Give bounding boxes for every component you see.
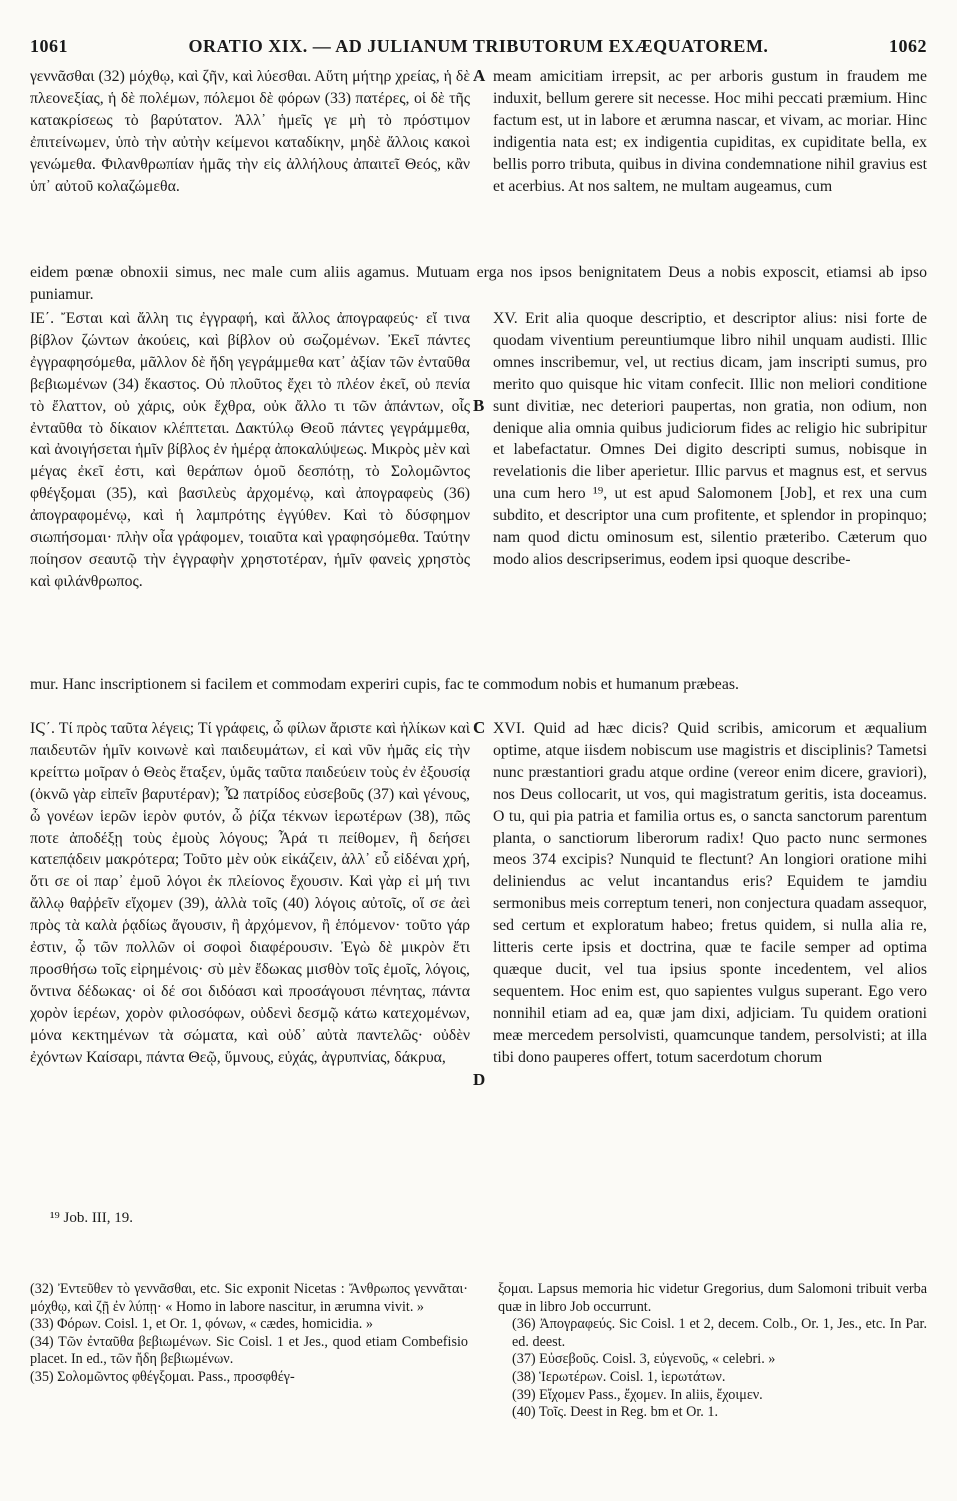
- latin-continuation: mur. Hanc inscriptionem si facilem et commodam experiri cupis, fac te commodum nobis et humanum præbeas.: [30, 676, 739, 693]
- notes-right-column: [498, 1281, 927, 1422]
- greek-column: ΙΕ΄. Ἔσται καὶ ἄλλη τις ἐγγραφή, καὶ ἄλλος ἀπογραφεύς· εἴ τινα βίβλον ζώντων ἀκούεις, καὶ βίβλον οὐ σωζομένων. Ἐκεῖ πάντες ἐγγραφησόμεθα, μᾶλλον δὲ ἤδη γεγράμμεθα κατ᾽ ἀξίαν τῶν ἐνταῦθα βεβιωμένων (34) ἕκαστος. Οὐ πλοῦτος ἔχει τὸ πλέον ἐκεῖ, οὐ πενία τὸ ἔλαττον, οὐ χάρις, οὐκ ἔχθρα, οὐκ ἄλλο τι τῶν ἁπάντων, οἷς ἐνταῦθα τὸ δίκαιον κλέπτεται. Δακτύλῳ Θεοῦ πάντες γεγράμμεθα, καὶ ἀνοιγήσεται ἡμῖν βίβλος ἐν ἡμέρᾳ ἀποκαλύψεως. Μικρὸς μὲν καὶ μέγας ἐκεῖ ἐστι, καὶ θεράπων ὁμοῦ δεσπότῃ, τὸ Σολομῶντος φθέγξομαι (35), καὶ βασιλεὺς ἀρχομένῳ, καὶ ἀπογραφεὺς (36) ἀπογραφομένῳ, καὶ ἡ λαμπρότης ἐγγύθεν. Καὶ τὸ δύσφημον σιωπήσομαι· πλὴν οἷα γράφομεν, τοιαῦτα καὶ γραφησόμεθα. Ταύτην ποίησον σεαυτῷ τὴν ἐγγραφὴν χρηστοτέραν, ἡμῖν φανεὶς χρηστὸς καὶ φιλάνθρωπος.: [30, 310, 470, 590]
- margin-marker-c: C: [473, 718, 486, 737]
- greek-column: γεννᾶσθαι (32) μόχθῳ, καὶ ζῆν, καὶ λύεσθαι. Αὕτη μήτηρ χρείας, ἡ δὲ πλεονεξίας, ἡ δὲ πολέμων, πόλεμοι δὲ φόρων (33) πατέρες, οἱ δὲ τῆς κατακρίσεως τὸ βαρύτατον. Ἀλλ᾽ ἡμεῖς γε μὴ τὸ πρόστιμον ἐπιτείνωμεν, ὑπὸ τὴν αὐτὴν κείμενοι καταδίκην, μηδὲ ἄλλοις κακοὶ γενώμεθα. Φιλανθρωπίαν ἡμᾶς τὴν εἰς ἀλλήλους ἀπαιτεῖ Θεός, κἂν ὑπ᾽ αὐτοῦ κολαζώμεθα.: [30, 68, 470, 195]
- note: (39) Εἴχομεν Pass., ἔχομεν. In aliis, ἔχοιμεν.: [512, 1386, 763, 1403]
- note: (36) Ἀπογραφεύς. Sic Coisl. 1 et 2, decem. Colb., Or. 1, Jes., etc. In Par. ed. deest.: [512, 1316, 927, 1350]
- page-number-right: 1062: [889, 36, 927, 56]
- running-title: ORATIO XIX. — AD JULIANUM TRIBUTORUM EXÆQUATOREM.: [188, 36, 769, 56]
- note: (38) Ἱερωτέρων. Coisl. 1, ἱερωτάτων.: [512, 1368, 726, 1385]
- latin-column: meam amicitiam irrepsit, ac per arboris gustum in fraudem me induxit, bellum gerere sit necesse. Hoc mihi peccati præmium. Hinc factum est, ut in labore et ærumna nascar, et vivam, ac moriar. Hinc indigentia nata est; ex indigentia cupiditas, ex cupiditate bella, ex bellis porro tributa, quibus in divina condemnatione nihil gravius est et acerbius. At nos saltem, ne multam augeamus, cum: [493, 68, 927, 195]
- scripture-footnote: ¹⁹ Job. III, 19.: [50, 1210, 134, 1226]
- latin-continuation: eidem pœnæ obnoxii simus, nec male cum aliis agamus. Mutuam erga nos ipsos benignitatem Deus a nobis exposcit, etiamsi ab ipso puniamur.: [30, 264, 927, 303]
- latin-column: XVI. Quid ad hæc dicis? Quid scribis, amicorum et æqualium optime, atque iisdem nobiscum use magistris et disciplinis? Tametsi nunc præstantiori gradu atque ordine (vereor enim dicere, graviori), nos Deus collocarit, ut vos, qui magistratum geritis, ista doceamus. O tu, qui pia patria et familia ortus es, o sancta sanctorum parentum planta, o sanctiorum liberorum radix! Quo pacto nunc sermones meos 374 excipis? Nunquid te flectunt? An longiori oratione mihi deliniendus ac velut incantandus eris? Equidem te jamdiu sermonibus meis correptum teneri, non conjectura quadam assequor, sed certum et exploratum habeo; fretus quidem, si nulla alia re, litteris certe ipsis et doctrina, quæ te facile semper ad optima quæque ducit, vel tua ipsius sponte incedentem, vel alios sequentem. Hoc enim est, quo sapientes vulgus superant. Ego vero nonnihil etiam ad ea, quæ jam dixi, adjiciam. Tu quidem orationi meæ mercedem persolvisti, quamcunque tandem, persolvisti; at illa tibi dono pauperes offert, totum sacerdotum chorum: [493, 720, 927, 1066]
- latin-column: XV. Erit alia quoque descriptio, et descriptor alius: nisi forte de quodam viventium pereuntiumque libro nihil unquam audisti. Illic omnes inscribemur, vel, ut rectius dicam, jam inscripti sumus, pro merito quo quisque hic vitam confecit. Illic non meliori conditione sunt divitiæ, nec deteriori paupertas, non gratia, non odium, non denique alia omnia quibus judiciorum fides ac religio hic subripitur et labefactatur. Omnes Dei digito descripti sumus, nobisque in revelationis die liber aperietur. Illic parvus et magnus est, et servus una cum hero ¹⁹, ut est apud Salomonem [Job], et rex una cum subdito, et descriptor una cum profitente, et splendor in propinquo; nam quod dictu ominosum est, silentio præteribo. Cæterum quo modo alios descripserimus, eodem ipsi quoque describe-: [493, 310, 927, 568]
- page-number-left: 1061: [30, 36, 68, 56]
- greek-column: ΙϚ΄. Τί πρὸς ταῦτα λέγεις; Τί γράφεις, ὦ φίλων ἄριστε καὶ ἡλίκων καὶ παιδευτῶν ἡμῖν κοινωνὲ καὶ παιδευμάτων, εἰ καὶ νῦν ἡμᾶς εἰς τὴν κρείττω μοῖραν ὁ Θεὸς ἔταξεν, ὑμᾶς ταῦτα παιδεύειν τοὺς ἐν ἐξουσίᾳ (ὀκνῶ γὰρ εἰπεῖν βαρυτέραν); Ὦ πατρίδος εὐσεβοῦς (37) καὶ γένους, ὦ γονέων ἱερῶν ἱερὸν φυτόν, ὦ ῥίζα τέκνων ἱερωτέρων (38), πῶς ποτε ἀποδέξῃ τοὺς ἐμοὺς λόγους; Ἆρά τι πείθομεν, ἢ δεήσει κατεπᾴδειν μακρότερα; Τοῦτο μὲν οὐκ εἰκάζειν, ἀλλ᾽ εὖ εἰδέναι χρή, ὅτι σε οἱ παρ᾽ ἐμοῦ λόγοι ἐκ πλείονος ἔχουσιν. Καὶ γὰρ εἰ μή τινι ἄλλῳ θαῤῥεῖν εἴχομεν (39), ἀλλὰ τοῖς (40) λόγοις αὐτοῖς, οἵ σε ἀεὶ πρὸς τὰ καλὰ ῥᾳδίως ἄγουσιν, ἢ ἀρχόμενον, ἢ ἑπόμενον· τοῦτο γάρ ἐστιν, ᾧ τῶν πολλῶν οἱ σοφοὶ διαφέρουσιν. Ἐγὼ δὲ μικρὸν ἔτι προσθήσω τοῖς εἰρημένοις· σὺ μὲν ἔδωκας μισθὸν τοῖς ἐμοῖς, λόγοις, ὅντινα δέδωκας· οἱ δέ σοι διδόασι καὶ προσάγουσι πένητας, πάντα χορὸν ἱερέων, χορὸν φιλοσόφων, οὐδενὶ δεσμῷ κάτω κατεχομένων, μόνα κεκτημένων τὰ σώματα, καὶ οὐδ᾽ αὐτὰ παντελῶς· οὐδὲν ἐχόντων Καίσαρι, πάντα Θεῷ, ὕμνους, εὐχάς, ἀγρυπνίας, δάκρυα,: [30, 720, 470, 1066]
- note: (35) Σολομῶντος φθέγξομαι. Pass., προσφθέγ-: [30, 1368, 295, 1385]
- notes-left-column: [30, 1281, 468, 1387]
- note: (34) Τῶν ἐνταῦθα βεβιωμένων. Sic Coisl. 1 et Jes., quod etiam Combefisio placet. In ed., τῶν ἤδη βεβιωμένων.: [30, 1333, 468, 1368]
- note: (37) Εὐσεβοῦς. Coisl. 3, εὐγενοῦς, « celebri. »: [512, 1351, 776, 1368]
- margin-marker-b: B: [473, 396, 485, 415]
- margin-marker-d: D: [473, 1070, 486, 1089]
- note: (40) Τοῖς. Deest in Reg. bm et Or. 1.: [512, 1404, 719, 1421]
- note: (32) Ἐντεῦθεν τὸ γεννᾶσθαι, etc. Sic exponit Nicetas : Ἄνθρωπος γεννᾶται· μόχθῳ, καὶ ζῇ ἐν λύπῃ· « Homo in labore nascitur, in ærumna vivit. »: [30, 1281, 468, 1315]
- margin-marker-a: A: [473, 66, 486, 85]
- note: (33) Φόρων. Coisl. 1, et Or. 1, φόνων, « cædes, homicidia. »: [30, 1316, 373, 1333]
- note: ξομαι. Lapsus memoria hic videtur Gregorius, dum Salomoni tribuit verba quæ in libro Job occurrunt.: [498, 1281, 927, 1315]
- running-header: [30, 36, 927, 60]
